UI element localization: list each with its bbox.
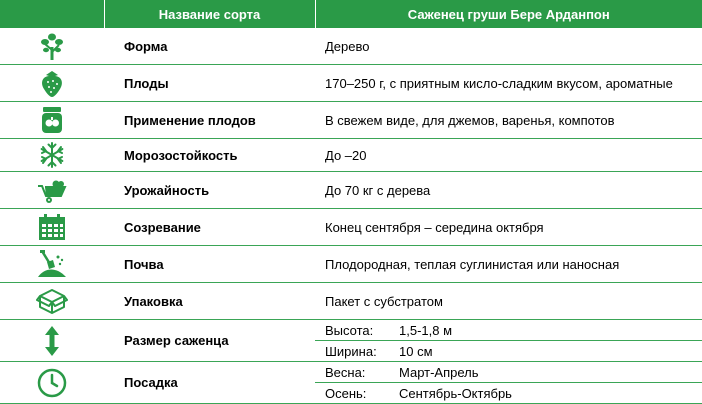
table-header xyxy=(0,0,702,28)
size-height xyxy=(315,320,702,340)
table-row xyxy=(0,246,702,283)
row-value: В свежем виде, для джемов, варенья, компотов xyxy=(315,102,702,139)
header-name-column: Название сорта xyxy=(104,0,315,28)
header-icon-column xyxy=(0,0,104,28)
strawberry-icon xyxy=(36,67,68,99)
width-value: 10 см xyxy=(399,343,433,359)
row-name: Форма xyxy=(104,28,315,65)
wheelbarrow-icon xyxy=(36,174,68,206)
row-value: Пакет с субстратом xyxy=(315,283,702,320)
spring-value: Март-Апрель xyxy=(399,364,479,380)
table-row xyxy=(0,362,702,404)
calendar-icon xyxy=(36,211,68,243)
row-name: Упаковка xyxy=(104,283,315,320)
size-width xyxy=(315,340,702,361)
tree-icon xyxy=(36,30,68,62)
table-row xyxy=(0,65,702,102)
row-value: Конец сентября – середина октября xyxy=(315,209,702,246)
height-label: Высота: xyxy=(325,322,374,338)
table-row xyxy=(0,283,702,320)
row-name: Посадка xyxy=(104,362,315,404)
jam-jar-icon xyxy=(36,104,68,136)
snowflake-icon xyxy=(36,139,68,171)
width-label: Ширина: xyxy=(325,343,377,359)
shovel-soil-icon xyxy=(36,248,68,280)
row-value: До –20 xyxy=(315,139,702,172)
header-value-column: Саженец груши Бере Арданпон xyxy=(315,0,702,28)
row-value: Плодородная, теплая суглинистая или наносная xyxy=(315,246,702,283)
table-row xyxy=(0,102,702,139)
row-name: Применение плодов xyxy=(104,102,315,139)
row-name: Морозостойкость xyxy=(104,139,315,172)
table-row xyxy=(0,28,702,65)
row-name: Размер саженца xyxy=(104,320,315,362)
row-value: 170–250 г, с приятным кисло-сладким вкусом, ароматные xyxy=(315,65,702,102)
table-row xyxy=(0,172,702,209)
autumn-value: Сентябрь-Октябрь xyxy=(399,385,512,401)
row-name: Почва xyxy=(104,246,315,283)
row-value: До 70 кг с дерева xyxy=(315,172,702,209)
height-value: 1,5-1,8 м xyxy=(399,322,453,338)
autumn-label: Осень: xyxy=(325,385,367,401)
row-name: Урожайность xyxy=(104,172,315,209)
table-row xyxy=(0,209,702,246)
table-row xyxy=(0,139,702,172)
clock-icon xyxy=(36,367,68,399)
table-row xyxy=(0,320,702,362)
row-value: Дерево xyxy=(315,28,702,65)
planting-spring xyxy=(315,362,702,382)
row-name: Созревание xyxy=(104,209,315,246)
planting-autumn xyxy=(315,382,702,403)
vertical-arrows-icon xyxy=(36,325,68,357)
box-icon xyxy=(36,285,68,317)
row-name: Плоды xyxy=(104,65,315,102)
spring-label: Весна: xyxy=(325,364,366,380)
